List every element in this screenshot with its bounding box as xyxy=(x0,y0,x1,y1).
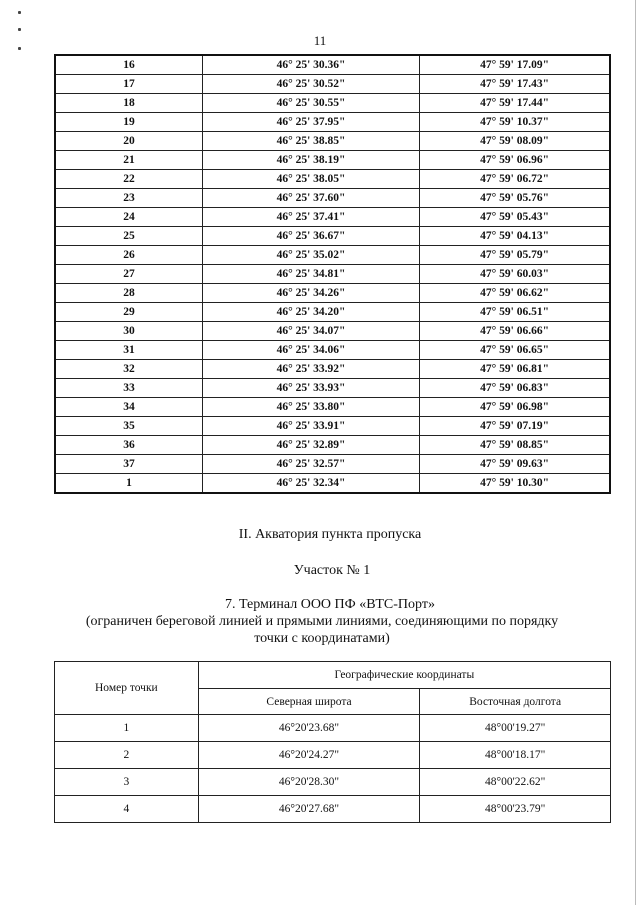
longitude-cell: 48°00'19.27" xyxy=(420,715,611,742)
page-edge xyxy=(635,0,636,905)
longitude-cell: 47° 59' 08.09" xyxy=(420,132,610,151)
latitude-cell: 46° 25' 32.34" xyxy=(202,474,419,494)
latitude-cell: 46°20'24.27" xyxy=(198,742,420,769)
longitude-cell: 47° 59' 06.51" xyxy=(420,303,610,322)
point-number-cell: 26 xyxy=(55,246,202,265)
point-number-cell: 22 xyxy=(55,170,202,189)
terminal-description xyxy=(12,613,632,647)
longitude-cell: 47° 59' 06.65" xyxy=(420,341,610,360)
longitude-cell: 47° 59' 06.81" xyxy=(420,360,610,379)
point-number-cell: 33 xyxy=(55,379,202,398)
table-row xyxy=(55,436,610,455)
header-north-latitude: Северная широта xyxy=(198,689,420,715)
latitude-cell: 46° 25' 38.19" xyxy=(202,151,419,170)
point-number-cell: 37 xyxy=(55,455,202,474)
table-row xyxy=(55,284,610,303)
latitude-cell: 46° 25' 38.85" xyxy=(202,132,419,151)
latitude-cell: 46°20'27.68" xyxy=(198,796,420,823)
table-row xyxy=(55,769,611,796)
point-number-cell: 17 xyxy=(55,75,202,94)
table-row xyxy=(55,715,611,742)
point-number-cell: 19 xyxy=(55,113,202,132)
subsection-title: Участок № 1 xyxy=(293,563,371,578)
table-row xyxy=(55,170,610,189)
point-number-cell: 36 xyxy=(55,436,202,455)
table-row xyxy=(55,360,610,379)
longitude-cell: 47° 59' 06.98" xyxy=(420,398,610,417)
point-number-cell: 31 xyxy=(55,341,202,360)
longitude-cell: 47° 59' 17.44" xyxy=(420,94,610,113)
point-number-cell: 24 xyxy=(55,208,202,227)
latitude-cell: 46° 25' 37.95" xyxy=(202,113,419,132)
longitude-cell: 47° 59' 05.76" xyxy=(420,189,610,208)
latitude-cell: 46° 25' 32.89" xyxy=(202,436,419,455)
longitude-cell: 47° 59' 06.66" xyxy=(420,322,610,341)
longitude-cell: 47° 59' 05.79" xyxy=(420,246,610,265)
table-row xyxy=(55,742,611,769)
points-table xyxy=(54,661,611,823)
longitude-cell: 48°00'18.17" xyxy=(420,742,611,769)
header-point-number: Номер точки xyxy=(55,662,199,715)
longitude-cell: 47° 59' 60.03" xyxy=(420,265,610,284)
point-number-cell: 29 xyxy=(55,303,202,322)
table-row xyxy=(55,208,610,227)
points-table-body xyxy=(55,715,611,823)
latitude-cell: 46° 25' 37.41" xyxy=(202,208,419,227)
longitude-cell: 47° 59' 06.62" xyxy=(420,284,610,303)
longitude-cell: 47° 59' 04.13" xyxy=(420,227,610,246)
latitude-cell: 46° 25' 30.55" xyxy=(202,94,419,113)
point-number-cell: 23 xyxy=(55,189,202,208)
point-number-cell: 34 xyxy=(55,398,202,417)
longitude-cell: 47° 59' 06.96" xyxy=(420,151,610,170)
header-east-longitude: Восточная долгота xyxy=(420,689,611,715)
latitude-cell: 46° 25' 33.93" xyxy=(202,379,419,398)
latitude-cell: 46° 25' 34.26" xyxy=(202,284,419,303)
latitude-cell: 46° 25' 36.67" xyxy=(202,227,419,246)
table-row xyxy=(55,379,610,398)
table-row xyxy=(55,75,610,94)
table-row xyxy=(55,303,610,322)
table-row xyxy=(55,151,610,170)
latitude-cell: 46° 25' 34.20" xyxy=(202,303,419,322)
point-number-cell: 35 xyxy=(55,417,202,436)
table-row xyxy=(55,474,610,494)
point-number-cell: 2 xyxy=(55,742,199,769)
terminal-description-line: (ограничен береговой линией и прямыми линиями, соединяющими по порядку xyxy=(85,614,559,629)
latitude-cell: 46° 25' 30.36" xyxy=(202,55,419,75)
table-row xyxy=(55,113,610,132)
table-row xyxy=(55,322,610,341)
table-row xyxy=(55,341,610,360)
longitude-cell: 47° 59' 10.37" xyxy=(420,113,610,132)
latitude-cell: 46° 25' 33.80" xyxy=(202,398,419,417)
latitude-cell: 46° 25' 35.02" xyxy=(202,246,419,265)
latitude-cell: 46°20'23.68" xyxy=(198,715,420,742)
longitude-cell: 47° 59' 06.72" xyxy=(420,170,610,189)
coordinates-table-body xyxy=(55,55,610,493)
longitude-cell: 47° 59' 10.30" xyxy=(420,474,610,494)
longitude-cell: 47° 59' 17.09" xyxy=(420,55,610,75)
longitude-cell: 47° 59' 17.43" xyxy=(420,75,610,94)
longitude-cell: 47° 59' 05.43" xyxy=(420,208,610,227)
table-row xyxy=(55,246,610,265)
point-number-cell: 3 xyxy=(55,769,199,796)
table-row xyxy=(55,398,610,417)
latitude-cell: 46° 25' 37.60" xyxy=(202,189,419,208)
point-number-cell: 1 xyxy=(55,715,199,742)
section-title: II. Акватория пункта пропуска xyxy=(238,527,422,542)
latitude-cell: 46° 25' 30.52" xyxy=(202,75,419,94)
latitude-cell: 46° 25' 34.81" xyxy=(202,265,419,284)
longitude-cell: 48°00'23.79" xyxy=(420,796,611,823)
terminal-title: 7. Терминал ООО ПФ «ВТС-Порт» xyxy=(225,597,435,612)
table-row xyxy=(55,94,610,113)
point-number-cell: 25 xyxy=(55,227,202,246)
page-number: 11 xyxy=(313,33,327,48)
margin-mark xyxy=(18,11,21,14)
latitude-cell: 46° 25' 32.57" xyxy=(202,455,419,474)
longitude-cell: 48°00'22.62" xyxy=(420,769,611,796)
longitude-cell: 47° 59' 08.85" xyxy=(420,436,610,455)
latitude-cell: 46° 25' 34.06" xyxy=(202,341,419,360)
point-number-cell: 18 xyxy=(55,94,202,113)
terminal-description-line: точки с координатами) xyxy=(254,631,390,646)
table-row xyxy=(55,227,610,246)
latitude-cell: 46°20'28.30" xyxy=(198,769,420,796)
latitude-cell: 46° 25' 34.07" xyxy=(202,322,419,341)
point-number-cell: 20 xyxy=(55,132,202,151)
point-number-cell: 1 xyxy=(55,474,202,494)
table-row xyxy=(55,796,611,823)
table-row xyxy=(55,455,610,474)
longitude-cell: 47° 59' 09.63" xyxy=(420,455,610,474)
latitude-cell: 46° 25' 33.92" xyxy=(202,360,419,379)
table-row xyxy=(55,417,610,436)
header-geographic-coordinates: Географические координаты xyxy=(198,662,610,689)
margin-mark xyxy=(18,28,21,31)
longitude-cell: 47° 59' 06.83" xyxy=(420,379,610,398)
point-number-cell: 27 xyxy=(55,265,202,284)
point-number-cell: 4 xyxy=(55,796,199,823)
latitude-cell: 46° 25' 33.91" xyxy=(202,417,419,436)
coordinates-table xyxy=(54,54,611,494)
longitude-cell: 47° 59' 07.19" xyxy=(420,417,610,436)
latitude-cell: 46° 25' 38.05" xyxy=(202,170,419,189)
table-row xyxy=(55,132,610,151)
table-row xyxy=(55,189,610,208)
point-number-cell: 30 xyxy=(55,322,202,341)
point-number-cell: 16 xyxy=(55,55,202,75)
point-number-cell: 21 xyxy=(55,151,202,170)
table-row xyxy=(55,265,610,284)
point-number-cell: 28 xyxy=(55,284,202,303)
point-number-cell: 32 xyxy=(55,360,202,379)
table-row xyxy=(55,55,610,75)
